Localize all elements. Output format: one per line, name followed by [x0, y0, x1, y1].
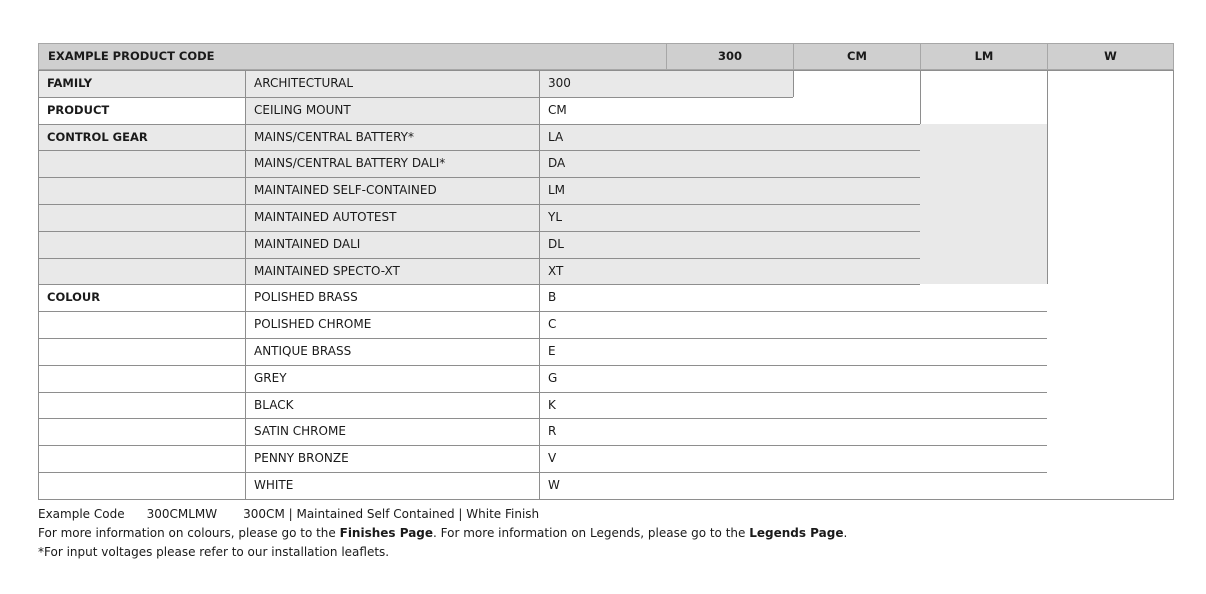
header-bottom-border	[38, 70, 1174, 71]
row-description: MAINS/CENTRAL BATTERY*	[254, 129, 415, 144]
row-code: DA	[548, 156, 566, 171]
row-description: BLACK	[254, 397, 294, 412]
family-end-border	[793, 70, 794, 97]
row-label: COLOUR	[47, 290, 101, 305]
row-description: CEILING MOUNT	[254, 102, 351, 117]
footnotes	[38, 505, 847, 562]
more-info-text-3: .	[843, 526, 848, 540]
row-code: 300	[548, 76, 571, 90]
row-code: G	[548, 370, 558, 385]
row-code: W	[548, 478, 560, 492]
row-label	[38, 472, 245, 499]
row-label	[38, 150, 245, 177]
example-code-line	[38, 505, 847, 524]
row-label	[38, 231, 245, 258]
row-description: PENNY BRONZE	[254, 451, 349, 466]
example-code-description: 300CM | Maintained Self Contained | White Finish	[243, 507, 540, 521]
row-description: MAINTAINED SELF-CONTAINED	[254, 183, 437, 198]
row-code: V	[548, 451, 557, 466]
row-description: POLISHED BRASS	[254, 290, 358, 305]
row-code: E	[548, 344, 556, 358]
row-description: ARCHITECTURAL	[254, 76, 354, 90]
row-code: XT	[548, 263, 564, 278]
row-description: SATIN CHROME	[254, 424, 346, 439]
row-label: FAMILY	[47, 76, 93, 90]
row-code: K	[548, 397, 556, 412]
legends-page-link[interactable]: Legends Page	[749, 526, 844, 540]
row-code: YL	[548, 210, 563, 224]
row-description: MAINTAINED SPECTO-XT	[254, 263, 400, 278]
row-label: PRODUCT	[47, 102, 110, 117]
row-label	[38, 365, 245, 392]
column-divider-code	[539, 70, 540, 499]
column-divider-description	[245, 70, 246, 499]
row-description: MAINTAINED AUTOTEST	[254, 210, 397, 224]
table-left-border	[38, 70, 39, 499]
row-description: ANTIQUE BRASS	[254, 344, 352, 358]
row-description: GREY	[254, 370, 287, 385]
row-code: R	[548, 424, 557, 439]
table-bottom-border	[38, 499, 1174, 500]
row-code: LA	[548, 129, 564, 144]
row-label	[38, 445, 245, 472]
header-code-family: 300	[666, 43, 794, 70]
more-info-text-2: . For more information on Legends, please go to the	[433, 526, 750, 540]
row-label: CONTROL GEAR	[47, 129, 148, 144]
row-description: MAINS/CENTRAL BATTERY DALI*	[254, 156, 446, 171]
row-code: C	[548, 317, 557, 332]
row-description: POLISHED CHROME	[254, 317, 372, 332]
product-code-table	[38, 43, 1174, 501]
row-code: CM	[548, 102, 567, 117]
row-label	[38, 204, 245, 231]
header-code-control-gear: LM	[920, 43, 1048, 70]
example-code-label: Example Code	[38, 507, 125, 521]
row-label	[38, 418, 245, 445]
header-example-product-code: EXAMPLE PRODUCT CODE	[38, 43, 667, 70]
row-code: LM	[548, 183, 566, 198]
voltage-footnote: *For input voltages please refer to our installation leaflets.	[38, 545, 390, 559]
example-code-value: 300CMLMW	[146, 507, 218, 521]
row-code: B	[548, 290, 557, 305]
product-end-border	[920, 70, 921, 124]
control-gear-end-border	[1047, 70, 1048, 284]
table-right-border	[1173, 70, 1174, 499]
row-code: DL	[548, 236, 564, 251]
row-description: WHITE	[254, 478, 294, 492]
row-label	[38, 392, 245, 419]
more-info-text: For more information on colours, please go to the	[38, 526, 340, 540]
row-label	[38, 311, 245, 338]
more-info-line	[38, 524, 847, 543]
finishes-page-link[interactable]: Finishes Page	[339, 526, 434, 540]
row-label	[38, 258, 245, 285]
row-description: MAINTAINED DALI	[254, 236, 361, 251]
header-code-colour: W	[1047, 43, 1174, 70]
row-label	[38, 338, 245, 365]
row-label	[38, 177, 245, 204]
header-code-product: CM	[793, 43, 921, 70]
